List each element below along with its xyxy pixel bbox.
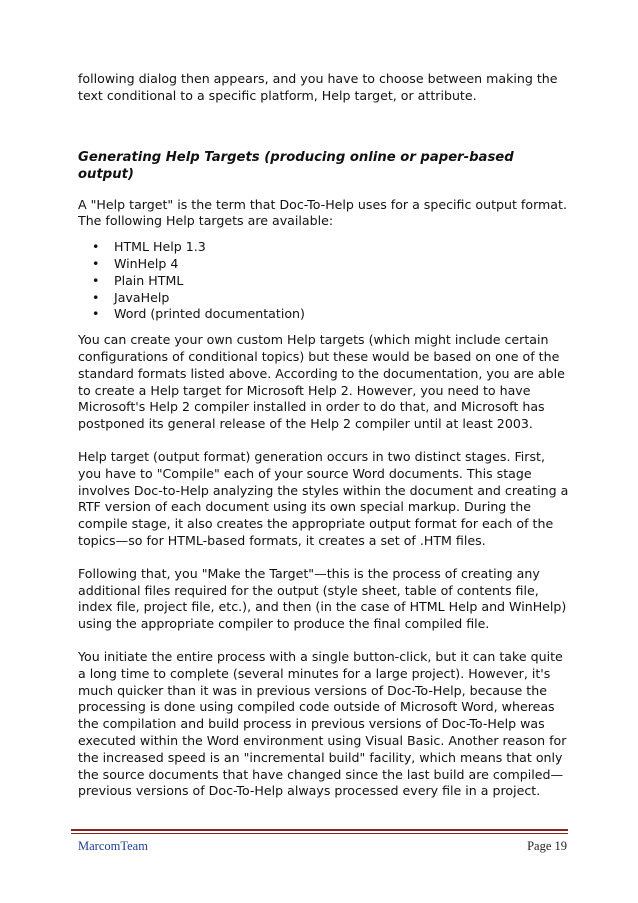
help-target-list (78, 239, 570, 323)
list-item: • WinHelp 4 (78, 256, 570, 273)
footer-divider-thin (71, 833, 568, 834)
section-heading: Generating Help Targets (producing online or paper-based output) (78, 149, 514, 182)
list-item: • JavaHelp (78, 290, 570, 307)
footer-company-name: MarcomTeam (78, 839, 148, 853)
footer-divider-thick (71, 829, 568, 831)
list-item: • HTML Help 1.3 (78, 239, 570, 256)
page-body (78, 71, 570, 800)
generation-stages-paragraph: Help target (output format) generation occurs in two distinct stages. First, you have to "Compile" each of your source Word documents. This stage involves Doc-to-Help analyzing the styles within the document and creating a RTF version of each document using its own special markup. During the compile stage, it also creates the appropriate output format for each of the topics—so for HTML-based formats, it creates a set of .HTM files. (78, 448, 569, 548)
intro-paragraph: following dialog then appears, and you have to choose between making the text conditional to a specific platform, Help target, or attribute. (78, 71, 558, 103)
process-speed-paragraph: You initiate the entire process with a single button-click, but it can take quite a long time to complete (several minutes for a large project). However, it's much quicker than it was in previous versions of Doc-To-Help, because the processing is done using compiled code outside of Microsoft Word, whereas the compilation and build process in previous versions of Doc-To-Help was executed within the Word environment using Visual Basic. Another reason for the increased speed is an "incremental build" facility, which means that only the source documents that have changed since the last build are compiled—previous versions of Doc-To-Help always processed every file in a project. (78, 648, 567, 799)
list-item: • Word (printed documentation) (78, 306, 570, 323)
custom-targets-paragraph: You can create your own custom Help targets (which might include certain configurations of conditional topics) but these would be based on one of the standard formats listed above. According to the documentation, you are able to create a Help target for Microsoft Help 2. However, you need to have Microsoft's Help 2 compiler installed in order to do that, and Microsoft has postponed its general release of the Help 2 compiler until at least 2003. (78, 332, 565, 432)
footer-page-number: Page 19 (527, 839, 567, 853)
list-item: • Plain HTML (78, 273, 570, 290)
help-target-intro-paragraph: A "Help target" is the term that Doc-To-Help uses for a specific output format. The following Help targets are available: (78, 196, 567, 229)
make-target-paragraph: Following that, you "Make the Target"—this is the process of creating any additional files required for the output (style sheet, table of contents file, index file, project file, etc.), and then (in the case of HTML Help and WinHelp) using the appropriate compiler to produce the final compiled file. (78, 565, 567, 632)
